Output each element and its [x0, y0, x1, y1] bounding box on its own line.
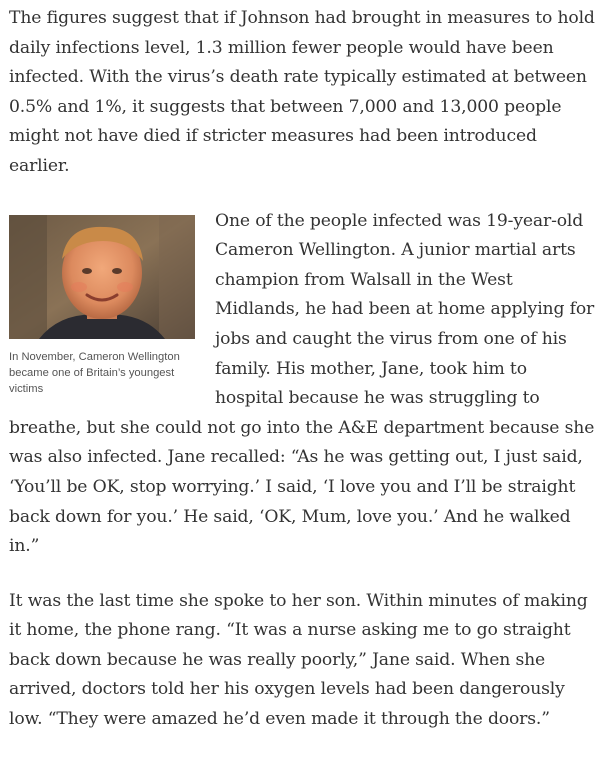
- article-paragraph: The figures suggest that if Johnson had brought in measures to hold daily infections level, 1.3 million fewer people would have been infected. With the virus’s death rate typically estimated at between 0.5% and 1%, it suggests that between 7,000 and 13,000 people might not have died if stricter measures had been introduced earlier.: [9, 8, 595, 176]
- article-paragraph: It was the last time she spoke to her son. Within minutes of making it home, the phone rang. “It was a nurse asking me to go straight back down because he was really poorly,” Jane said. When she arrived, doctors told her his oxygen levels had been dangerously low. “They were amazed he’d even made it through the doors.”: [9, 590, 588, 730]
- figure-caption: In November, Cameron Wellington became one of Britain’s youngest victims: [9, 350, 180, 395]
- article-paragraph: One of the people infected was 19-year-old Cameron Wellington. A junior martial arts champion from Walsall in the West Midlands, he had been at home applying for jobs and caught the virus from one of his family. His mother, Jane, took him to hospital because he was struggling to breathe, but she could not go into the A&E department because she was also infected. Jane recalled: “As he was getting out, I just said, ‘You’ll be OK, stop worrying.’ I said, ‘I love you and I’ll be straight back down for you.’ He said, ‘OK, Mum, love you.’ And he walked in.”: [9, 210, 595, 557]
- article-figure: [9, 215, 195, 397]
- article-section-with-figure: [9, 207, 595, 587]
- portrait-photo: [9, 215, 195, 339]
- article-body: [9, 4, 595, 760]
